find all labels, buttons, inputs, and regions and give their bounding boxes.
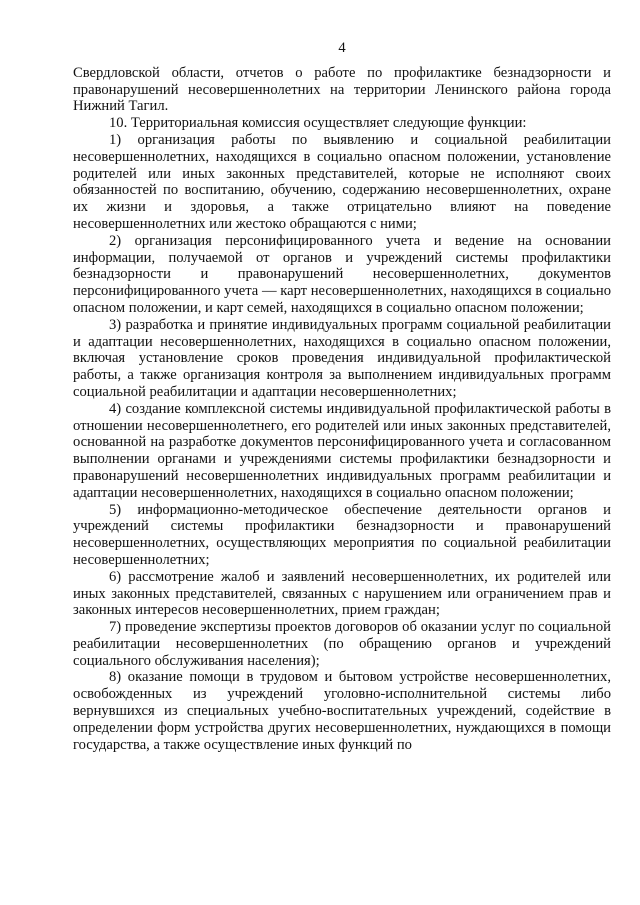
document-page	[73, 40, 611, 753]
paragraph-function-1: 1) организация работы по выявлению и социальной реабилитации несовершеннолетних, находящихся в социально опасном положении, установление родителей или иных законных представителей, которые не исполняют своих обязанностей по воспитанию, обучению, содержанию несовершеннолетних, охране их жизни и здоровья, а также отрицательно влияют на поведение несовершеннолетних или жестоко обращаются с ними;	[73, 131, 611, 232]
paragraph-continuation: Свердловской области, отчетов о работе по профилактике безнадзорности и правонарушений несовершеннолетних на территории Ленинского района города Нижний Тагил.	[73, 64, 611, 115]
page-number: 4	[338, 40, 346, 56]
paragraph-function-5: 5) информационно-методическое обеспечение деятельности органов и учреждений системы профилактики безнадзорности и правонарушений несовершеннолетних, осуществляющих мероприятия по социальной реабилитации несовершеннолетних;	[73, 501, 611, 568]
paragraph-function-2: 2) организация персонифицированного учета и ведение на основании информации, получаемой от органов и учреждений системы профилактики безнадзорности и правонарушений несовершеннолетних, документов персонифицированного учета — карт несовершеннолетних, находящихся в социально опасном положении, и карт семей, находящихся в социально опасном положении;	[73, 232, 611, 316]
paragraph-function-4: 4) создание комплексной системы индивидуальной профилактической работы в отношении несовершеннолетнего, его родителей или иных законных представителей, основанной на разработке документов персонифицированного учета и согласованном выполнении органами и учреждениями системы профилактики безнадзорности и правонарушений несовершеннолетних индивидуальных программ реабилитации и адаптации несовершеннолетних, находящихся в социально опасном положении;	[73, 400, 611, 501]
paragraph-function-8: 8) оказание помощи в трудовом и бытовом устройстве несовершеннолетних, освобожденных из учреждений уголовно-исполнительной системы либо вернувшихся из специальных учебно-воспитательных учреждений, содействие в определении форм устройства других несовершеннолетних, нуждающихся в помощи государства, а также осуществление иных функций по	[73, 669, 611, 753]
paragraph-function-3: 3) разработка и принятие индивидуальных программ социальной реабилитации и адаптации несовершеннолетних, находящихся в социально опасном положении, включая установление сроков проведения индивидуальной профилактической работы, а также организация контроля за выполнением индивидуальных программ социальной реабилитации и адаптации несовершеннолетних;	[73, 316, 611, 400]
paragraph-function-6: 6) рассмотрение жалоб и заявлений несовершеннолетних, их родителей или иных законных представителей, связанных с нарушением или ограничением прав и законных интересов несовершеннолетних, прием граждан;	[73, 568, 611, 619]
paragraph-item-10: 10. Территориальная комиссия осуществляет следующие функции:	[109, 115, 527, 132]
paragraph-function-7: 7) проведение экспертизы проектов договоров об оказании услуг по социальной реабилитации несовершеннолетних (по обращению органов и учреждений социального обслуживания населения);	[73, 619, 611, 669]
